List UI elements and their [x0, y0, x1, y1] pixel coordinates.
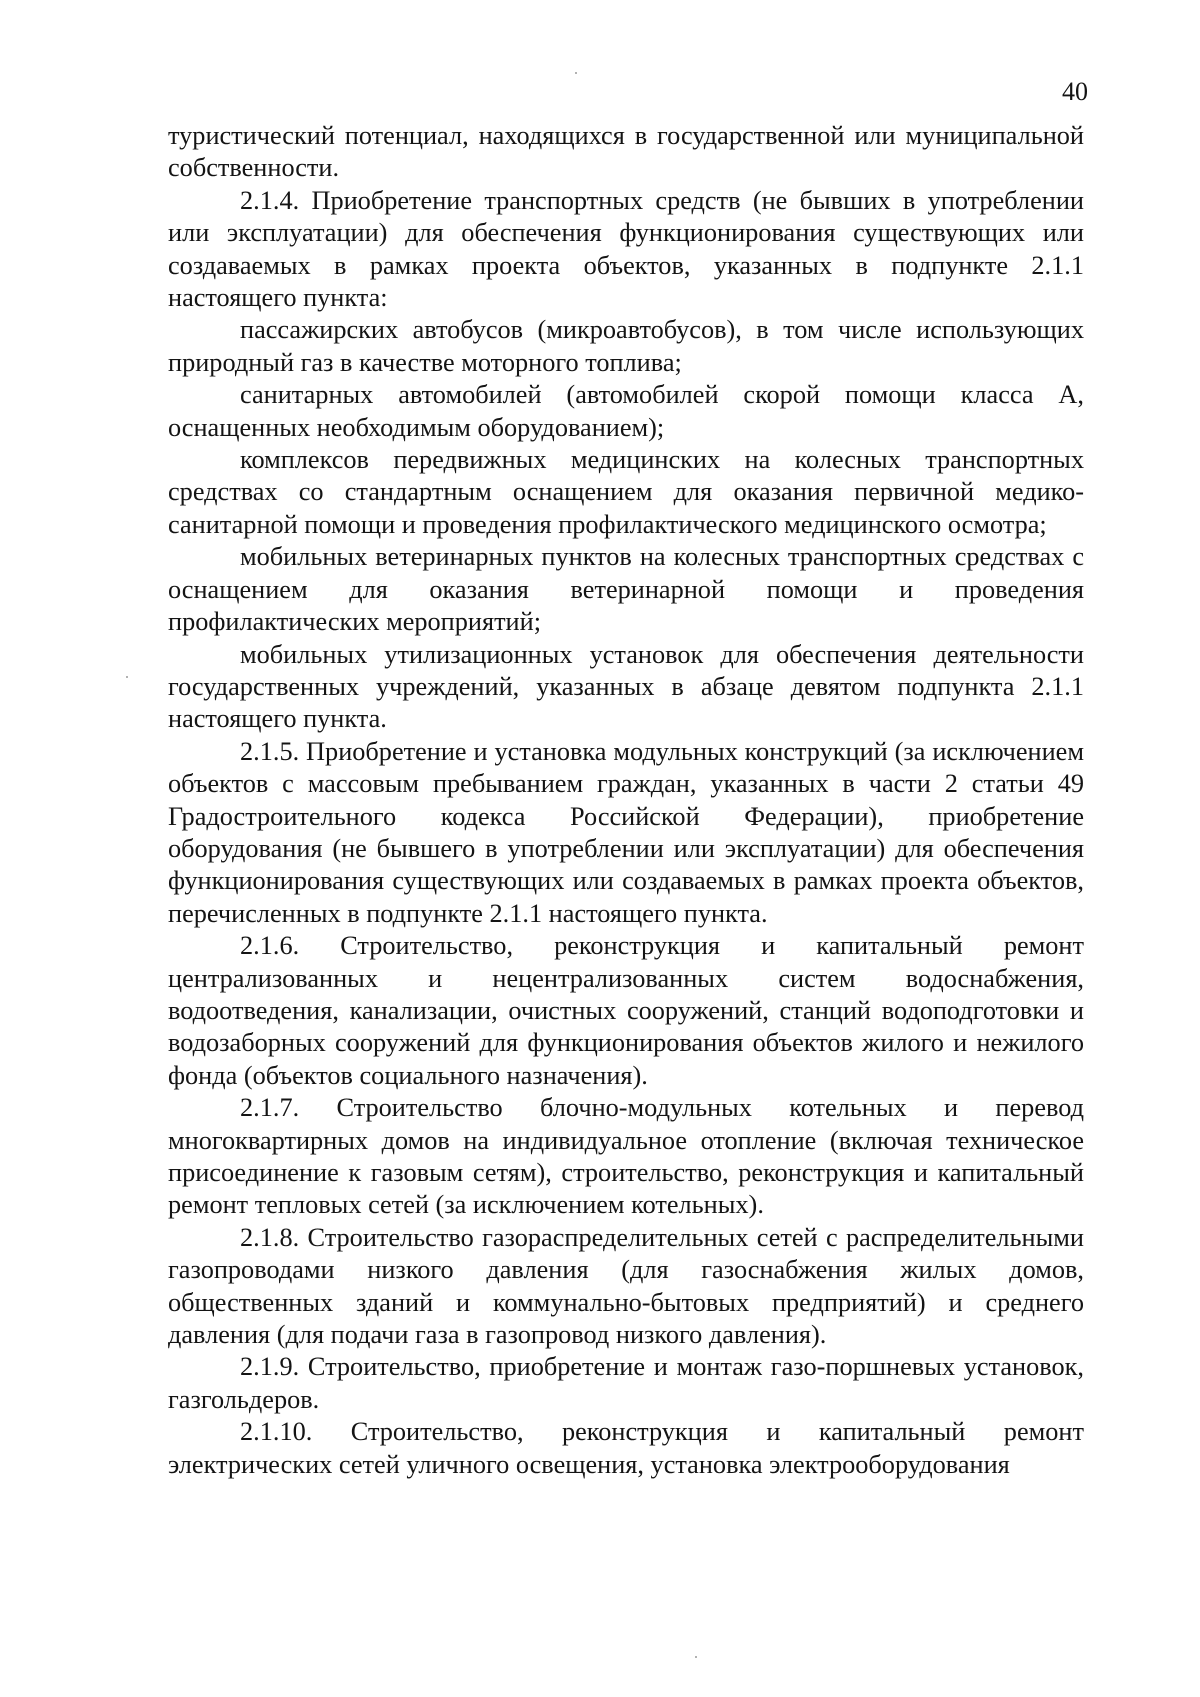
list-item-mobile-medical-complexes: комплексов передвижных медицинских на колесных транспортных средствах со стандартным оснащением для оказания первичной медико-санитарной помощи и проведения профилактического медицинского осмотра;: [168, 445, 1084, 539]
scan-speck: [126, 676, 128, 678]
paragraph-2-1-5: 2.1.5. Приобретение и установка модульных конструкций (за исключением объектов с массовым пребыванием граждан, указанных в части 2 статьи 49 Градостроительного кодекса Российской Федерации), приобретение оборудования (не бывшего в употреблении или эксплуатации) для обеспечения функционирования существующих или создаваемых в рамках проекта объектов, перечисленных в подпункте 2.1.1 настоящего пункта.: [168, 736, 1084, 928]
document-body: [168, 120, 1084, 1481]
scan-speck: [575, 72, 577, 74]
list-item-mobile-veterinary-units: мобильных ветеринарных пунктов на колесных транспортных средствах с оснащением для оказания ветеринарной помощи и проведения профилактических мероприятий;: [168, 542, 1084, 637]
list-item-ambulances: санитарных автомобилей (автомобилей скорой помощи класса А, оснащенных необходимым оборудованием);: [168, 380, 1084, 442]
paragraph-2-1-4: 2.1.4. Приобретение транспортных средств (не бывших в употреблении или эксплуатации) для обеспечения функционирования существующих или создаваемых в рамках проекта объектов, указанных в подпункте 2.1.1 настоящего пункта:: [168, 185, 1084, 313]
list-item-buses: пассажирских автобусов (микроавтобусов), в том числе использующих природный газ в качестве моторного топлива;: [168, 315, 1084, 377]
page-number: 40: [1062, 77, 1088, 106]
paragraph-2-1-8: 2.1.8. Строительство газораспределительных сетей с распределительными газопроводами низкого давления (для газоснабжения жилых домов, общественных зданий и коммунально-бытовых предприятий) и среднего давления (для подачи газа в газопровод низкого давления).: [168, 1222, 1084, 1350]
paragraph-continuation: туристический потенциал, находящихся в государственной или муниципальной собственности.: [168, 121, 1084, 183]
paragraph-2-1-7: 2.1.7. Строительство блочно-модульных котельных и перевод многоквартирных домов на индивидуальное отопление (включая техническое присоединение к газовым сетям), строительство, реконструкция и капитальный ремонт тепловых сетей (за исключением котельных).: [168, 1093, 1084, 1220]
scan-speck: [695, 1656, 697, 1658]
paragraph-2-1-10: 2.1.10. Строительство, реконструкция и капитальный ремонт электрических сетей уличного освещения, установка электрооборудования: [168, 1417, 1084, 1479]
list-item-mobile-disposal-units: мобильных утилизационных установок для обеспечения деятельности государственных учреждений, указанных в абзаце девятом подпункта 2.1.1 настоящего пункта.: [168, 639, 1084, 734]
paragraph-2-1-6: 2.1.6. Строительство, реконструкция и капитальный ремонт централизованных и нецентрализованных систем водоснабжения, водоотведения, канализации, очистных сооружений, станций водоподготовки и водозаборных сооружений для функционирования объектов жилого и нежилого фонда (объектов социального назначения).: [168, 931, 1084, 1090]
paragraph-2-1-9: 2.1.9. Строительство, приобретение и монтаж газо-поршневых установок, газгольдеров.: [168, 1352, 1084, 1414]
